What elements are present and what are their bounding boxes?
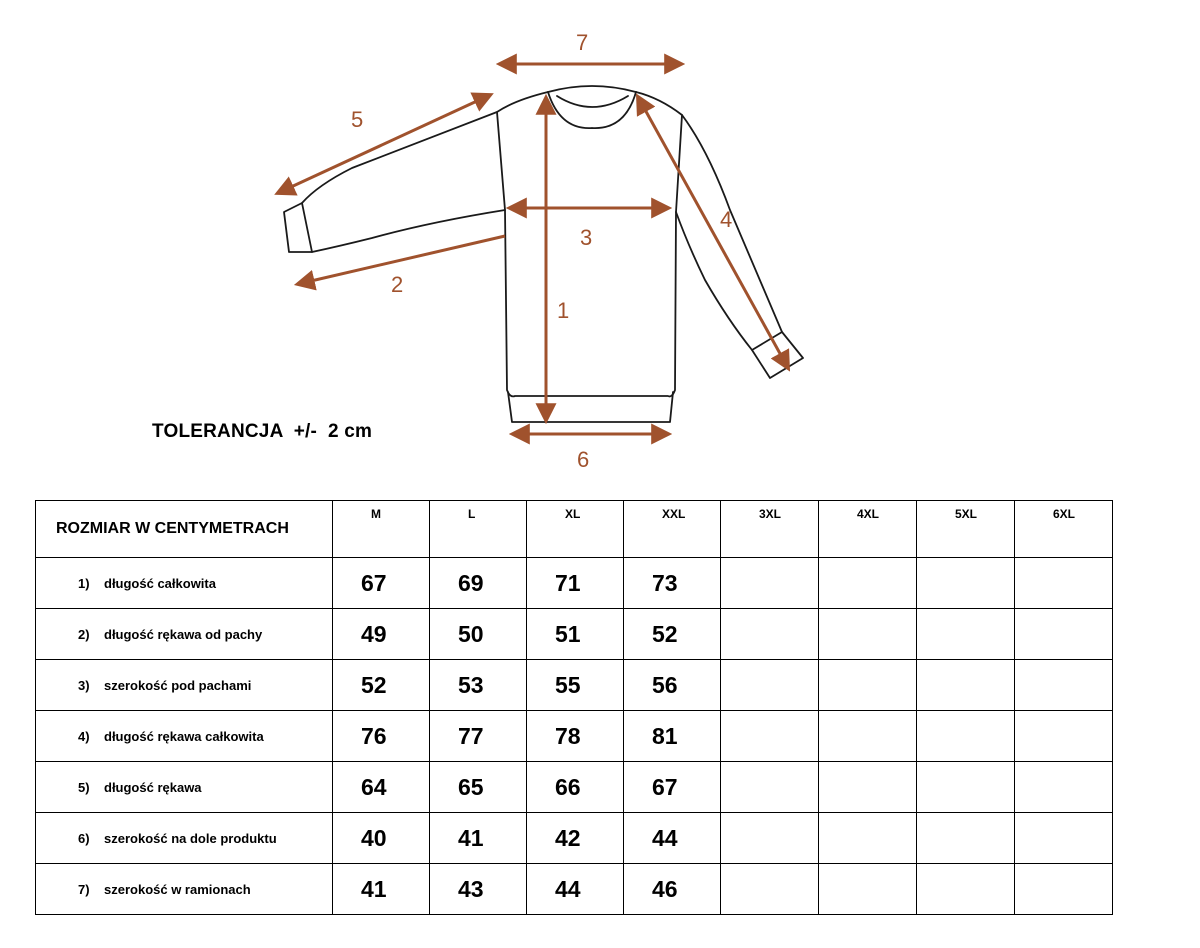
table-row [36, 864, 1113, 915]
size-header: XL [527, 501, 624, 558]
arrow-5-sleeve-length [278, 95, 490, 193]
measurement-name: szerokość na dole produktu [104, 830, 277, 846]
table-row [36, 762, 1113, 813]
measurement-value: 55 [527, 660, 624, 711]
measurement-value: 41 [430, 813, 527, 864]
measurement-value [917, 711, 1015, 762]
tolerance-note: TOLERANCJA +/- 2 cm [152, 421, 373, 442]
table-row [36, 813, 1113, 864]
measurement-value: 40 [333, 813, 430, 864]
label-5: 5 [351, 107, 364, 132]
size-header: 4XL [819, 501, 917, 558]
measurement-value [721, 660, 819, 711]
measurement-value [917, 762, 1015, 813]
measurement-value: 43 [430, 864, 527, 915]
size-header: L [430, 501, 527, 558]
label-3: 3 [580, 225, 593, 250]
measurement-value: 81 [624, 711, 721, 762]
measurement-name: długość rękawa całkowita [104, 728, 264, 744]
measurement-value: 78 [527, 711, 624, 762]
measurement-label [36, 609, 333, 660]
measurement-value [819, 864, 917, 915]
measurement-value: 56 [624, 660, 721, 711]
measurement-value: 49 [333, 609, 430, 660]
measurement-value: 53 [430, 660, 527, 711]
measurement-value [1015, 660, 1113, 711]
measurement-number: 2) [78, 626, 90, 642]
measurement-number: 1) [78, 575, 90, 591]
measurement-number: 5) [78, 779, 90, 795]
measurement-value [1015, 711, 1113, 762]
table-row [36, 711, 1113, 762]
measurement-value [721, 864, 819, 915]
measurement-value [721, 609, 819, 660]
size-header: 5XL [917, 501, 1015, 558]
measurement-value: 71 [527, 558, 624, 609]
measurement-value [917, 813, 1015, 864]
measurement-value [1015, 762, 1113, 813]
label-4: 4 [720, 207, 733, 232]
measurement-value: 46 [624, 864, 721, 915]
size-header: 6XL [1015, 501, 1113, 558]
measurement-value [819, 558, 917, 609]
measurement-number: 4) [78, 728, 90, 744]
size-header: M [333, 501, 430, 558]
label-7: 7 [576, 30, 589, 55]
label-1: 1 [557, 298, 570, 323]
measurement-value: 42 [527, 813, 624, 864]
table-row [36, 660, 1113, 711]
measurement-value: 52 [333, 660, 430, 711]
measurement-value: 64 [333, 762, 430, 813]
measurement-value [819, 762, 917, 813]
measurement-number: 6) [78, 830, 90, 846]
size-header: 3XL [721, 501, 819, 558]
measurement-value: 52 [624, 609, 721, 660]
measurement-name: długość całkowita [104, 575, 216, 591]
measurement-value [819, 660, 917, 711]
measurement-value: 44 [624, 813, 721, 864]
measurement-value [1015, 813, 1113, 864]
measurement-name: długość rękawa [104, 779, 202, 795]
measurement-name: szerokość w ramionach [104, 881, 251, 897]
table-row [36, 558, 1113, 609]
measurement-value: 69 [430, 558, 527, 609]
measurement-value: 67 [624, 762, 721, 813]
arrow-4-total-sleeve-length [638, 97, 788, 368]
measurement-name: długość rękawa od pachy [104, 626, 263, 642]
measurement-number: 7) [78, 881, 90, 897]
measurement-value: 66 [527, 762, 624, 813]
measurement-value [819, 813, 917, 864]
measurement-value: 44 [527, 864, 624, 915]
label-2: 2 [391, 272, 404, 297]
measurement-value [1015, 558, 1113, 609]
corner-label: ROZMIAR W CENTYMETRACH [36, 501, 333, 558]
measurement-value: 41 [333, 864, 430, 915]
measurement-value [721, 813, 819, 864]
table-row [36, 609, 1113, 660]
measurement-value [721, 558, 819, 609]
measurement-value [917, 558, 1015, 609]
measurement-label [36, 813, 333, 864]
measurement-value: 65 [430, 762, 527, 813]
measurement-value: 51 [527, 609, 624, 660]
measurement-number: 3) [78, 677, 90, 693]
measurement-value: 50 [430, 609, 527, 660]
size-header: XXL [624, 501, 721, 558]
measurement-value [917, 864, 1015, 915]
measurement-value [917, 609, 1015, 660]
measurement-value [917, 660, 1015, 711]
measurement-value [1015, 609, 1113, 660]
header-row [36, 501, 1113, 558]
measurement-label [36, 711, 333, 762]
size-chart-table [35, 500, 1113, 915]
measurement-value [721, 711, 819, 762]
measurement-label [36, 864, 333, 915]
measurement-value [1015, 864, 1113, 915]
label-6: 6 [577, 447, 590, 472]
measurement-value: 73 [624, 558, 721, 609]
measurement-value: 77 [430, 711, 527, 762]
measurement-value [819, 609, 917, 660]
measurement-value: 67 [333, 558, 430, 609]
measurement-value [721, 762, 819, 813]
measurement-name: szerokość pod pachami [104, 677, 252, 693]
measurement-label [36, 558, 333, 609]
measurement-label [36, 660, 333, 711]
measurement-value [819, 711, 917, 762]
measurement-label [36, 762, 333, 813]
measurement-value: 76 [333, 711, 430, 762]
